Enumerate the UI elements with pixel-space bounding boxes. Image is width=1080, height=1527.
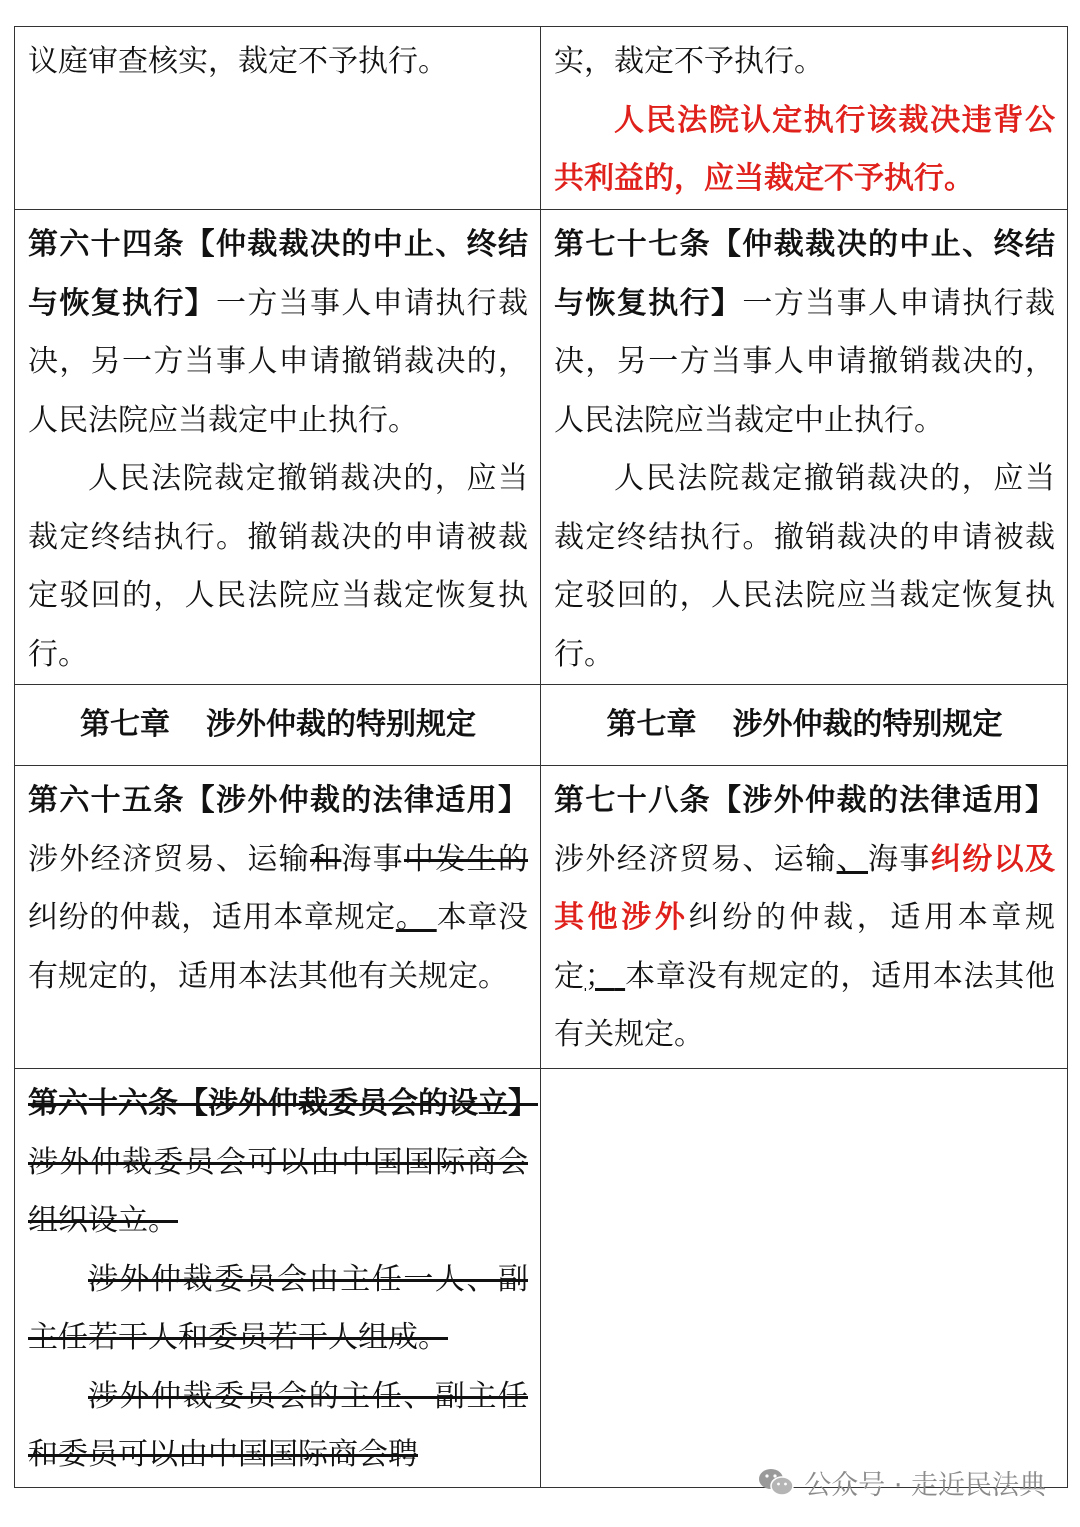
old-law-cell (15, 27, 541, 210)
changed-punctuation: ； (584, 958, 615, 994)
watermark-text: 公众号 · 走近民法典 (804, 1469, 1046, 1501)
table-row (15, 210, 1068, 685)
chapter-title: 涉外仲裁的特别规定 (206, 706, 476, 742)
new-law-cell (541, 766, 1068, 1069)
law-comparison-table (14, 26, 1068, 1488)
new-law-cell (541, 210, 1068, 685)
deleted-text: 涉外仲裁委员会可以由中国国际商会组织设立。 (28, 1144, 528, 1238)
table-row (15, 685, 1068, 766)
article-text: 海事 (868, 841, 931, 877)
article-text: 纠纷的仲裁，适用本章规定 (28, 900, 396, 935)
old-chapter-cell (15, 685, 541, 766)
deleted-paragraph: 涉外仲裁委员会由主任一人、副主任若干人和委员若干人组成。 (28, 1261, 528, 1355)
article-paragraph: 人民法院裁定撤销裁决的，应当裁定终结执行。撤销裁决的申请被裁定驳回的，人民法院应当裁定恢复执行。 (28, 461, 528, 672)
old-law-cell (15, 210, 541, 685)
new-law-cell-empty (541, 1069, 1068, 1488)
deleted-article-heading: 第六十六条【涉外仲裁委员会的设立】 (28, 1086, 538, 1121)
deleted-text: 中发生的 (404, 841, 529, 877)
new-added-text: 人民法院认定执行该裁决违背公共利益的，应当裁定不予执行。 (554, 102, 1055, 196)
chapter-title: 涉外仲裁的特别规定 (732, 706, 1003, 742)
chapter-number: 第七章 (606, 706, 697, 742)
old-law-cell (15, 766, 541, 1069)
article-text: 涉外经济贸易、运输 (28, 841, 310, 877)
article-heading: 第六十五条【涉外仲裁的法律适用】 (28, 783, 528, 818)
article-text: 本章没有规定的，适用本法其他有关规定。 (28, 900, 529, 994)
article-text: 一方当事人申请执行裁决，另一方当事人申请撤销裁决的，人民法院应当裁定中止执行。 (28, 285, 528, 438)
new-chapter-cell (541, 685, 1068, 766)
article-text: 本章没有规定的，适用本法其他有关规定。 (554, 958, 1056, 1052)
deleted-text: 和 (310, 841, 342, 877)
wechat-icon (758, 1467, 794, 1497)
new-added-text: 纠纷以及其他涉外 (554, 841, 1056, 935)
article-text: 纠纷的仲裁，适用本章规定 (554, 900, 1056, 994)
new-text: 实，裁定不予执行。 (554, 44, 824, 79)
article-text: 海事 (341, 841, 405, 877)
chapter-number: 第七章 (80, 706, 170, 742)
old-law-cell (15, 1069, 541, 1488)
changed-punctuation: 。 (395, 900, 427, 935)
article-heading: 第七十八条【涉外仲裁的法律适用】 (554, 783, 1055, 818)
article-heading: 第六十四条【仲裁裁决的中止、终结与恢复执行】 (28, 227, 528, 321)
article-text: 涉外经济贸易、运输 (554, 841, 837, 877)
table-row (15, 27, 1068, 210)
old-text: 议庭审查核实，裁定不予执行。 (28, 44, 448, 79)
watermark (758, 1462, 1046, 1502)
new-law-cell (541, 27, 1068, 210)
table-row (15, 1069, 1068, 1488)
changed-punctuation: 、 (836, 841, 869, 877)
table-row (15, 766, 1068, 1069)
article-heading: 第七十七条【仲裁裁决的中止、终结与恢复执行】 (554, 227, 1055, 321)
article-text: 一方当事人申请执行裁决，另一方当事人申请撤销裁决的，人民法院应当裁定中止执行。 (554, 285, 1056, 438)
article-paragraph: 人民法院裁定撤销裁决的，应当裁定终结执行。撤销裁决的申请被裁定驳回的，人民法院应当裁定恢复执行。 (554, 461, 1055, 672)
deleted-paragraph: 涉外仲裁委员会的主任、副主任和委员可以由中国国际商会聘 (28, 1378, 528, 1472)
